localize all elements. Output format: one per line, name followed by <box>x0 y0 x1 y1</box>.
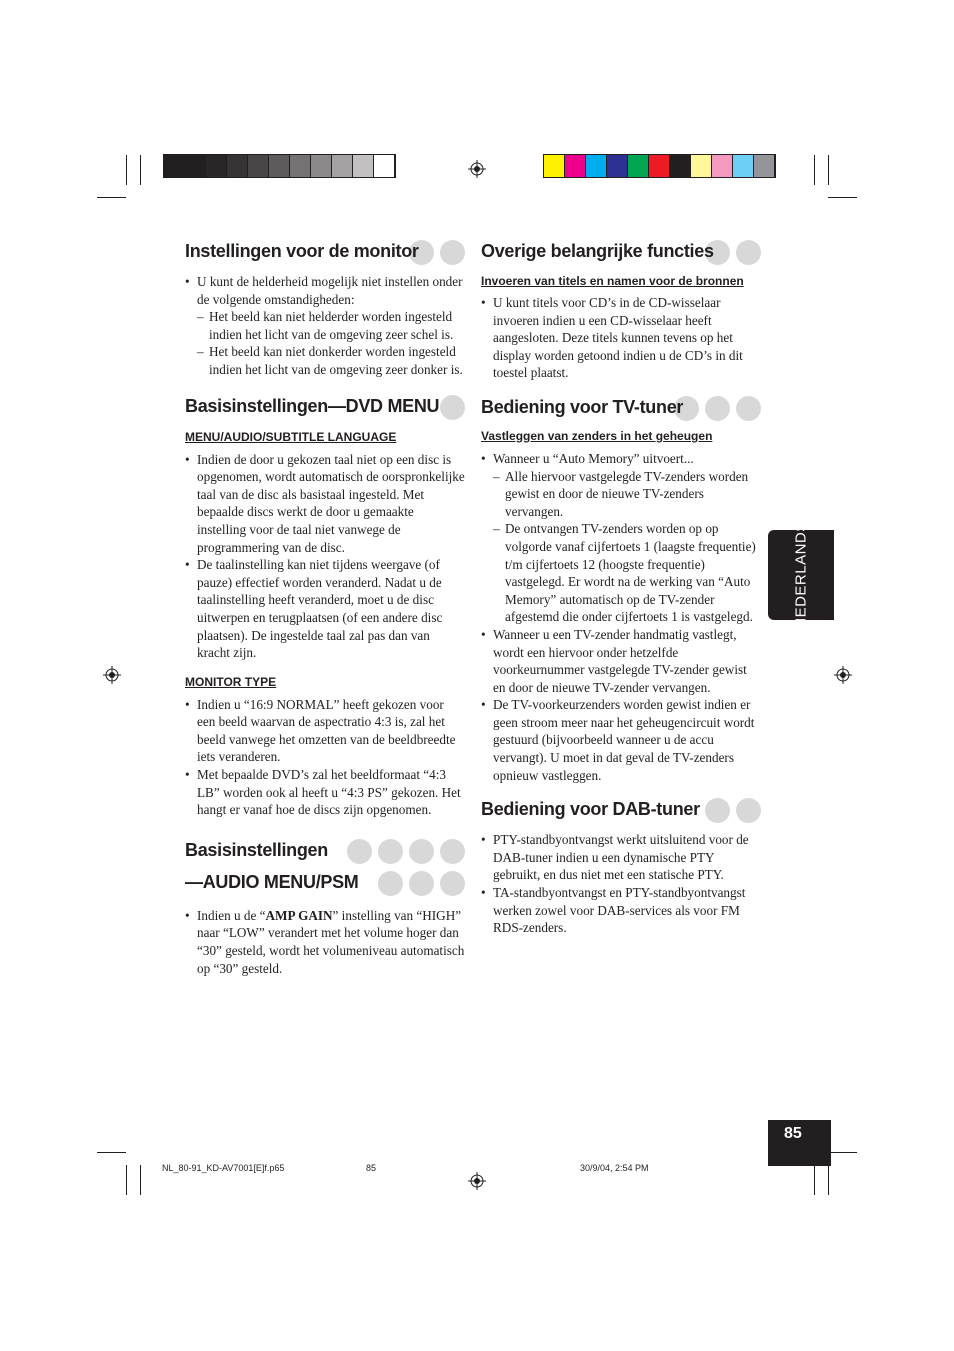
crop-mark <box>140 1165 141 1195</box>
list-item: • De taalinstelling kan niet tijdens weergave (of pauze) effectief worden veranderd. Nadat u de taalinstelling heeft veranderd, moet u de disc uitwerpen en terugplaatsen (of een andere disc plaatsen). De ingestelde taal zal pas dan van kracht zijn. <box>185 556 465 662</box>
crop-mark <box>140 155 141 185</box>
crop-mark <box>97 197 126 198</box>
subheading: Vastleggen van zenders in het geheugen <box>481 428 713 443</box>
registration-mark-icon <box>103 666 121 684</box>
section-title-audio-menu: Basisinstellingen <box>185 839 465 863</box>
color-swatch <box>290 155 311 177</box>
list-item: – Alle hiervoor vastgelegde TV-zenders worden gewist en door de nieuwe TV-zenders vervangen. <box>493 468 761 521</box>
footer-date: 30/9/04, 2:54 PM <box>580 1163 649 1173</box>
crop-mark <box>814 1165 815 1195</box>
heading-dots <box>674 396 761 421</box>
color-swatch <box>754 155 775 177</box>
list-item: – Het beeld kan niet helderder worden ingesteld indien het licht van de omgeving zeer schel is. <box>197 308 465 343</box>
color-swatch <box>691 155 712 177</box>
crop-mark <box>814 155 815 185</box>
footer-page: 85 <box>366 1163 377 1173</box>
color-swatch <box>544 155 565 177</box>
section-title-audio-menu-line2: —AUDIO MENU/PSM <box>185 871 465 895</box>
page-number: 85 <box>768 1120 831 1166</box>
list-item: – De ontvangen TV-zenders worden op op volgorde vanaf cijfertoets 1 (laagste frequentie) t/m cijfertoets 12 (hoogste frequentie) vastgelegd. Er wordt na de werking van “Auto Memory” automatisch op de TV-zender afgestemd die onder cijfertoets 1 is vastgelegd. <box>493 520 761 626</box>
color-swatch-bar <box>543 154 776 178</box>
list-item: • U kunt titels voor CD’s in de CD-wisselaar invoeren indien u een CD-wisselaar heeft aangesloten. Deze titels kunnen tevens op het display worden getoond indien u de CD’s in dit toestel plaatst. <box>481 294 761 382</box>
crop-mark <box>97 1152 126 1153</box>
list-item: • U kunt de helderheid mogelijk niet instellen onder de volgende omstandigheden: – Het beeld kan niet helderder worden ingesteld indien het licht van de omgeving zeer schel is. – Het beeld kan niet donkerder worden ingesteld indien het licht van de omgeving zeer donker is. <box>185 273 465 379</box>
section-title-dvd-menu: Basisinstellingen—DVD MENU <box>185 395 465 419</box>
language-tab: NEDERLANDS <box>768 530 834 620</box>
list-item: • Indien u “16:9 NORMAL” heeft gekozen voor een beeld waarvan de aspectratio 4:3 is, zal het beeld vanwege het omzetten van de beeldbreedte iets veranderen. <box>185 696 465 766</box>
color-swatch <box>248 155 269 177</box>
color-swatch <box>649 155 670 177</box>
section-title-dab-tuner: Bediening voor DAB-tuner <box>481 798 761 822</box>
crop-mark <box>828 197 857 198</box>
color-swatch <box>733 155 754 177</box>
right-column <box>481 240 761 937</box>
crop-mark <box>828 1152 857 1153</box>
crop-mark <box>828 1165 829 1195</box>
color-swatch <box>607 155 628 177</box>
heading-dots <box>347 839 465 864</box>
color-swatch <box>670 155 691 177</box>
color-swatch <box>565 155 586 177</box>
left-column <box>185 240 465 977</box>
list-item: – Het beeld kan niet donkerder worden ingesteld indien het licht van de omgeving zeer donker is. <box>197 343 465 378</box>
crop-mark <box>828 155 829 185</box>
color-swatch <box>628 155 649 177</box>
gray-swatch-bar <box>163 154 396 178</box>
list-item: • TA-standbyontvangst en PTY-standbyontvangst werken zowel voor DAB-services als voor FM RDS-zenders. <box>481 884 761 937</box>
list-item: • Wanneer u een TV-zender handmatig vastlegt, wordt een hiervoor onder hetzelfde voorkeurnummer vastgelegde TV-zender gewist en door de nieuwe TV-zender vervangen. <box>481 626 761 696</box>
heading-dots <box>705 798 761 823</box>
registration-mark-icon <box>834 666 852 684</box>
color-swatch <box>353 155 374 177</box>
list-item: • Wanneer u “Auto Memory” uitvoert... – Alle hiervoor vastgelegde TV-zenders worden gewist en door de nieuwe TV-zenders vervangen. – De ontvangen TV-zenders worden op op volgorde vanaf cijfertoets 1 (laagste frequentie) t/m cijfertoets 12 (hoogste frequentie) vastgelegd. Er wordt na de werking van “Auto Memory” automatisch op de TV-zender afgestemd die onder cijfertoets 1 is vastgelegd. <box>481 450 761 626</box>
list-item: • PTY-standbyontvangst werkt uitsluitend voor de DAB-tuner indien u een dynamische PTY gebruikt, en dus niet met een statische PTY. <box>481 831 761 884</box>
footer-file: NL_80-91_KD-AV7001[E]f.p65 <box>162 1163 285 1173</box>
subheading: MENU/AUDIO/SUBTITLE LANGUAGE <box>185 429 397 444</box>
registration-mark-icon <box>468 160 486 178</box>
crop-mark <box>126 155 127 185</box>
color-swatch <box>332 155 353 177</box>
list-item: • De TV-voorkeurzenders worden gewist indien er geen stroom meer naar het geheugencircuit wordt gestuurd (bijvoorbeeld wanneer u de accu vervangt). U moet in dat geval de TV-zenders opnieuw vastleggen. <box>481 696 761 784</box>
section-title-monitor: Instellingen voor de monitor <box>185 240 465 264</box>
subheading: Invoeren van titels en namen voor de bronnen <box>481 274 744 288</box>
section-title-overige: Overige belangrijke functies <box>481 240 761 264</box>
color-swatch <box>164 155 185 177</box>
heading-dots <box>378 871 465 896</box>
color-swatch <box>712 155 733 177</box>
list-item: • Met bepaalde DVD’s zal het beeldformaat “4:3 LB” worden ook al heeft u “4:3 PS” gekozen. Het hangt er vanaf hoe de discs zijn opgenomen. <box>185 766 465 819</box>
section-title-tv-tuner: Bediening voor TV-tuner <box>481 396 761 420</box>
color-swatch <box>374 155 395 177</box>
color-swatch <box>206 155 227 177</box>
color-swatch <box>269 155 290 177</box>
subheading: MONITOR TYPE <box>185 674 277 689</box>
color-swatch <box>227 155 248 177</box>
color-swatch <box>586 155 607 177</box>
color-swatch <box>311 155 332 177</box>
list-item: • Indien de door u gekozen taal niet op een disc is opgenomen, wordt automatisch de oorspronkelijke taal van de disc als basistaal ingesteld. Met bepaalde discs werkt de door u gemaakte instelling voor de taal niet vanwege de programmering van de disc. <box>185 451 465 557</box>
heading-dots <box>440 395 465 420</box>
color-swatch <box>185 155 206 177</box>
crop-mark <box>126 1165 127 1195</box>
list-item: • Indien u de “AMP GAIN” instelling van “HIGH” naar “LOW” verandert met het volume hoger dan “30” gesteld, wordt het volumeniveau automatisch op “30” gesteld. <box>185 907 465 977</box>
registration-mark-icon <box>468 1172 486 1190</box>
